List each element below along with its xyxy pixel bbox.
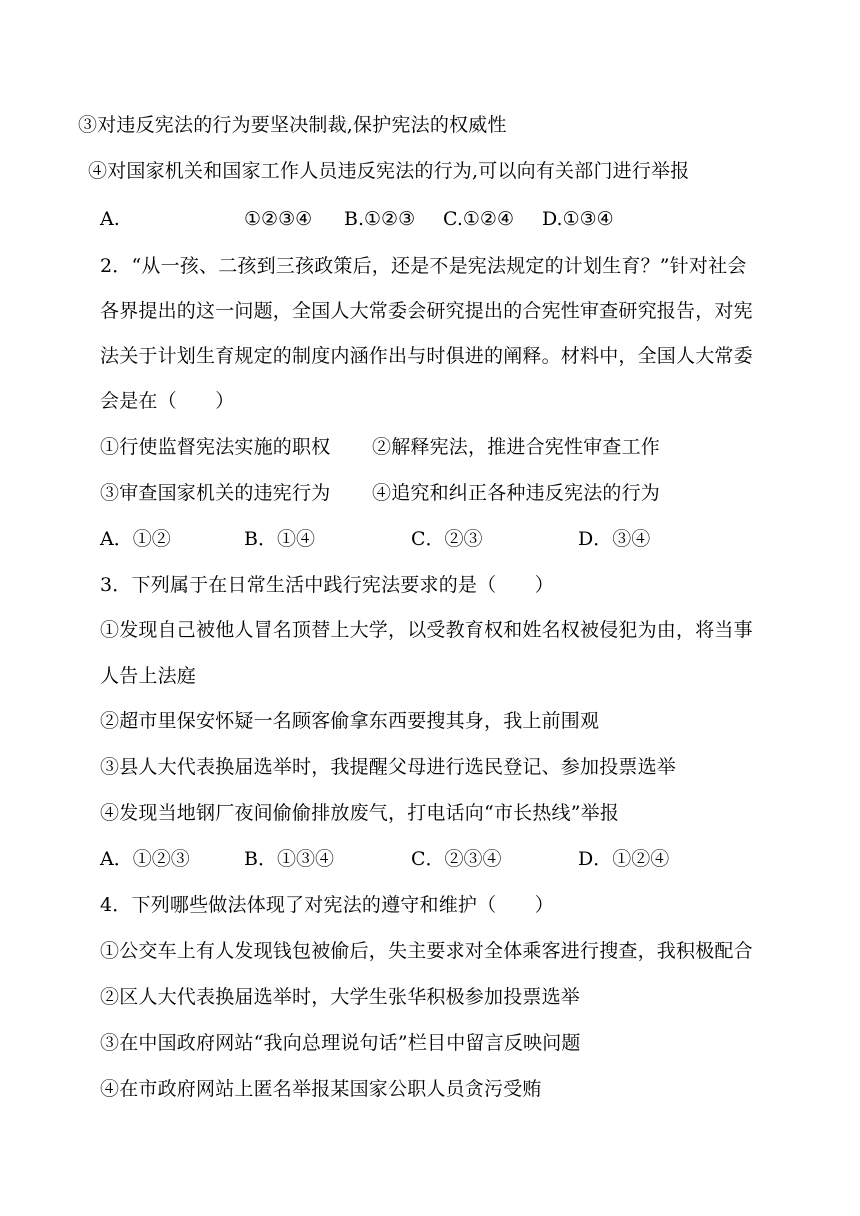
q1-option-c: C.①②④: [443, 208, 514, 230]
q3-item-2: ②超市里保安怀疑一名顾客偷拿东西要搜其身，我上前围观: [100, 710, 600, 732]
q2-stem-line-4: 会是在（ ）: [100, 390, 235, 412]
q1-option-b: B.①②③: [344, 208, 416, 230]
q2-stem-line-2: 各界提出的这一问题，全国人大常委会研究提出的合宪性审查研究报告，对宪: [100, 300, 753, 322]
q2-option-d: D．③④: [578, 528, 651, 550]
q3-option-d: D．①②④: [578, 848, 670, 870]
q3-item-4: ④发现当地钢厂夜间偷偷排放废气，打电话向“市长热线”举报: [100, 802, 620, 824]
q2-item-3: ③审查国家机关的违宪行为: [100, 482, 331, 504]
q4-item-2: ②区人大代表换届选举时，大学生张华积极参加投票选举: [100, 986, 581, 1008]
q3-item-1-line-2: 人告上法庭: [100, 665, 197, 687]
q2-option-a: A．①②: [100, 528, 171, 550]
q1-item-4: ④对国家机关和国家工作人员违反宪法的行为,可以向有关部门进行举报: [88, 160, 690, 182]
q1-option-a-value: ①②③④: [244, 208, 313, 230]
q4-stem: 4．下列哪些做法体现了对宪法的遵守和维护（ ）: [100, 894, 554, 916]
q3-item-1-line-1: ①发现自己被他人冒名顶替上大学，以受教育权和姓名权被侵犯为由，将当事: [100, 619, 753, 641]
q4-item-1: ①公交车上有人发现钱包被偷后，失主要求对全体乘客进行搜查，我积极配合: [100, 940, 753, 962]
q4-item-4: ④在市政府网站上匿名举报某国家公职人员贪污受贿: [100, 1078, 542, 1100]
q2-stem-line-1: 2．“从一孩、二孩到三孩政策后，还是不是宪法规定的计划生育？”针对社会: [100, 255, 747, 277]
q3-item-3: ③县人大代表换届选举时，我提醒父母进行选民登记、参加投票选举: [100, 756, 677, 778]
q2-stem-line-3: 法关于计划生育规定的制度内涵作出与时俱进的阐释。材料中，全国人大常委: [100, 345, 753, 367]
q4-item-3: ③在中国政府网站“我向总理说句话”栏目中留言反映问题: [100, 1032, 581, 1054]
q2-item-1: ①行使监督宪法实施的职权: [100, 436, 331, 458]
q2-item-4: ④追究和纠正各种违反宪法的行为: [372, 482, 661, 504]
q2-option-b: B．①④: [244, 528, 315, 550]
q2-option-c: C．②③: [411, 528, 483, 550]
q1-option-d: D.①③④: [542, 208, 614, 230]
q3-option-b: B．①③④: [244, 848, 334, 870]
q1-item-3: ③对违反宪法的行为要坚决制裁,保护宪法的权威性: [78, 114, 507, 136]
q3-option-c: C．②③④: [411, 848, 502, 870]
q3-option-a: A．①②③: [100, 848, 190, 870]
q1-option-a-label: A.: [100, 208, 120, 230]
q2-item-2: ②解释宪法，推进合宪性审查工作: [372, 436, 661, 458]
q3-stem: 3．下列属于在日常生活中践行宪法要求的是（ ）: [100, 574, 554, 596]
